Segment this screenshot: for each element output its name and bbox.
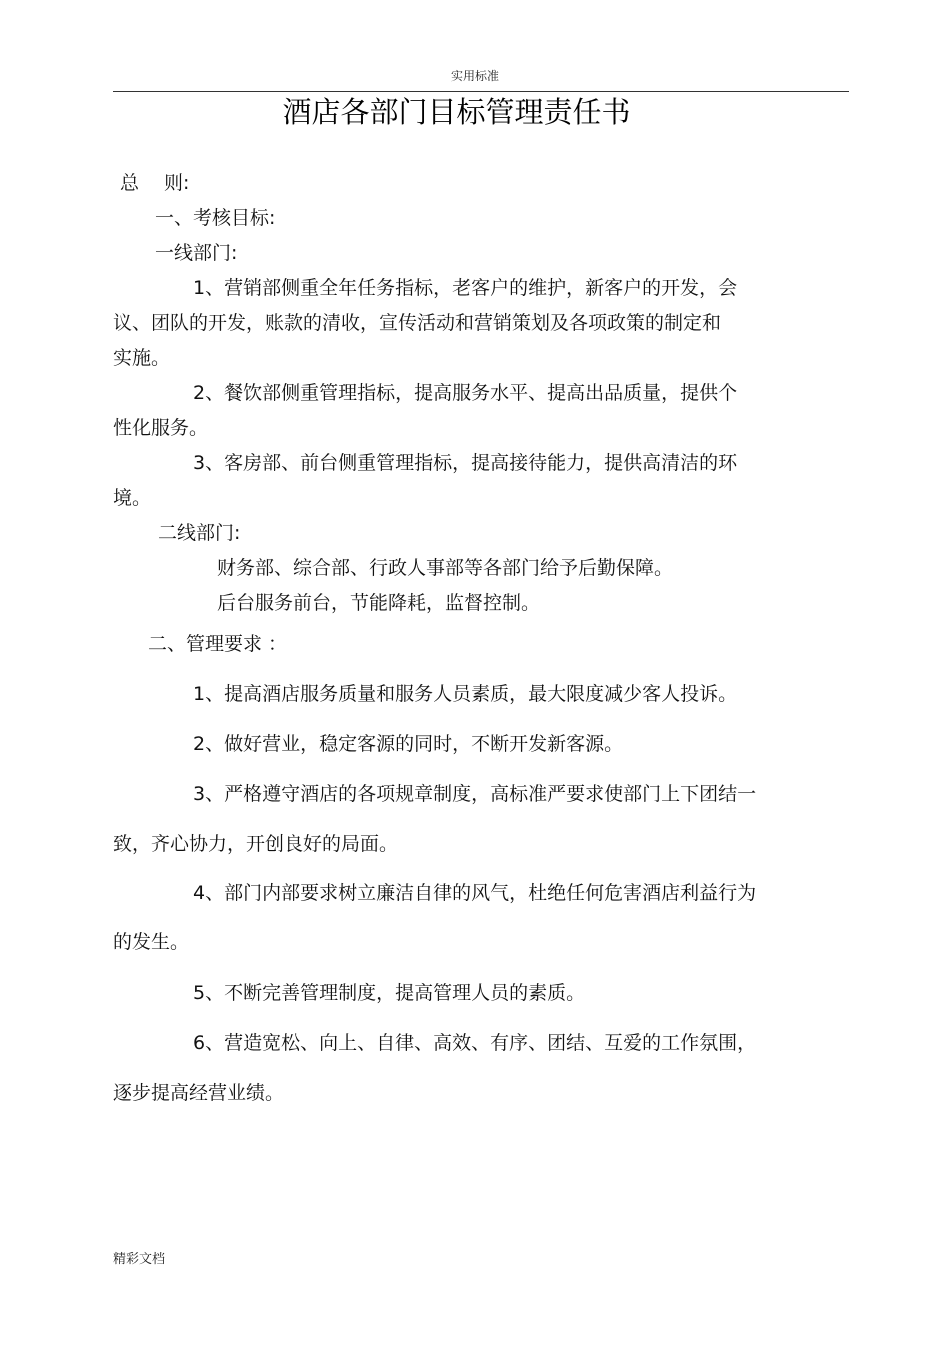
second-line-heading: 二线部门:	[158, 522, 241, 544]
requirement-3-line-1: 3、严格遵守酒店的各项规章制度，高标准严要求使部门上下团结一	[193, 783, 757, 805]
goals-heading: 一、考核目标:	[155, 207, 276, 229]
requirement-5: 5、不断完善管理制度，提高管理人员的素质。	[193, 982, 586, 1004]
requirement-1: 1、提高酒店服务质量和服务人员素质，最大限度减少客人投诉。	[193, 683, 738, 705]
second-line-text-1: 财务部、综合部、行政人事部等各部门给予后勤保障。	[217, 557, 674, 579]
first-line-item-1-line-3: 实施。	[113, 347, 171, 369]
requirement-2: 2、做好营业，稳定客源的同时，不断开发新客源。	[193, 733, 624, 755]
document-title: 酒店各部门目标管理责任书	[282, 95, 631, 129]
requirement-4-line-1: 4、部门内部要求树立廉洁自律的风气，杜绝任何危害酒店利益行为	[193, 882, 757, 904]
general-heading: 总 则:	[120, 172, 190, 194]
requirement-6-line-1: 6、营造宽松、向上、自律、高效、有序、团结、互爱的工作氛围，	[193, 1032, 757, 1054]
requirements-heading: 二、管理要求 ：	[148, 633, 288, 655]
first-line-item-1-line-1: 1、营销部侧重全年任务指标，老客户的维护，新客户的开发，会	[193, 277, 738, 299]
requirement-4-line-2: 的发生。	[113, 931, 190, 953]
first-line-item-2-line-2: 性化服务。	[113, 417, 209, 439]
second-line-text-2: 后台服务前台，节能降耗，监督控制。	[217, 592, 541, 614]
first-line-item-3-line-2: 境。	[113, 487, 152, 509]
first-line-item-1-line-2: 议、团队的开发，账款的清收，宣传活动和营销策划及各项政策的制定和	[113, 312, 722, 334]
footer-label: 精彩文档	[113, 1252, 166, 1267]
first-line-heading: 一线部门:	[155, 242, 238, 264]
first-line-item-3-line-1: 3、客房部、前台侧重管理指标，提高接待能力，提供高清洁的环	[193, 452, 738, 474]
first-line-item-2-line-1: 2、餐饮部侧重管理指标，提高服务水平、提高出品质量，提供个	[193, 382, 738, 404]
header-label: 实用标准	[450, 69, 499, 83]
requirement-3-line-2: 致，齐心协力，开创良好的局面。	[113, 833, 399, 855]
requirement-6-line-2: 逐步提高经营业绩。	[113, 1082, 285, 1104]
